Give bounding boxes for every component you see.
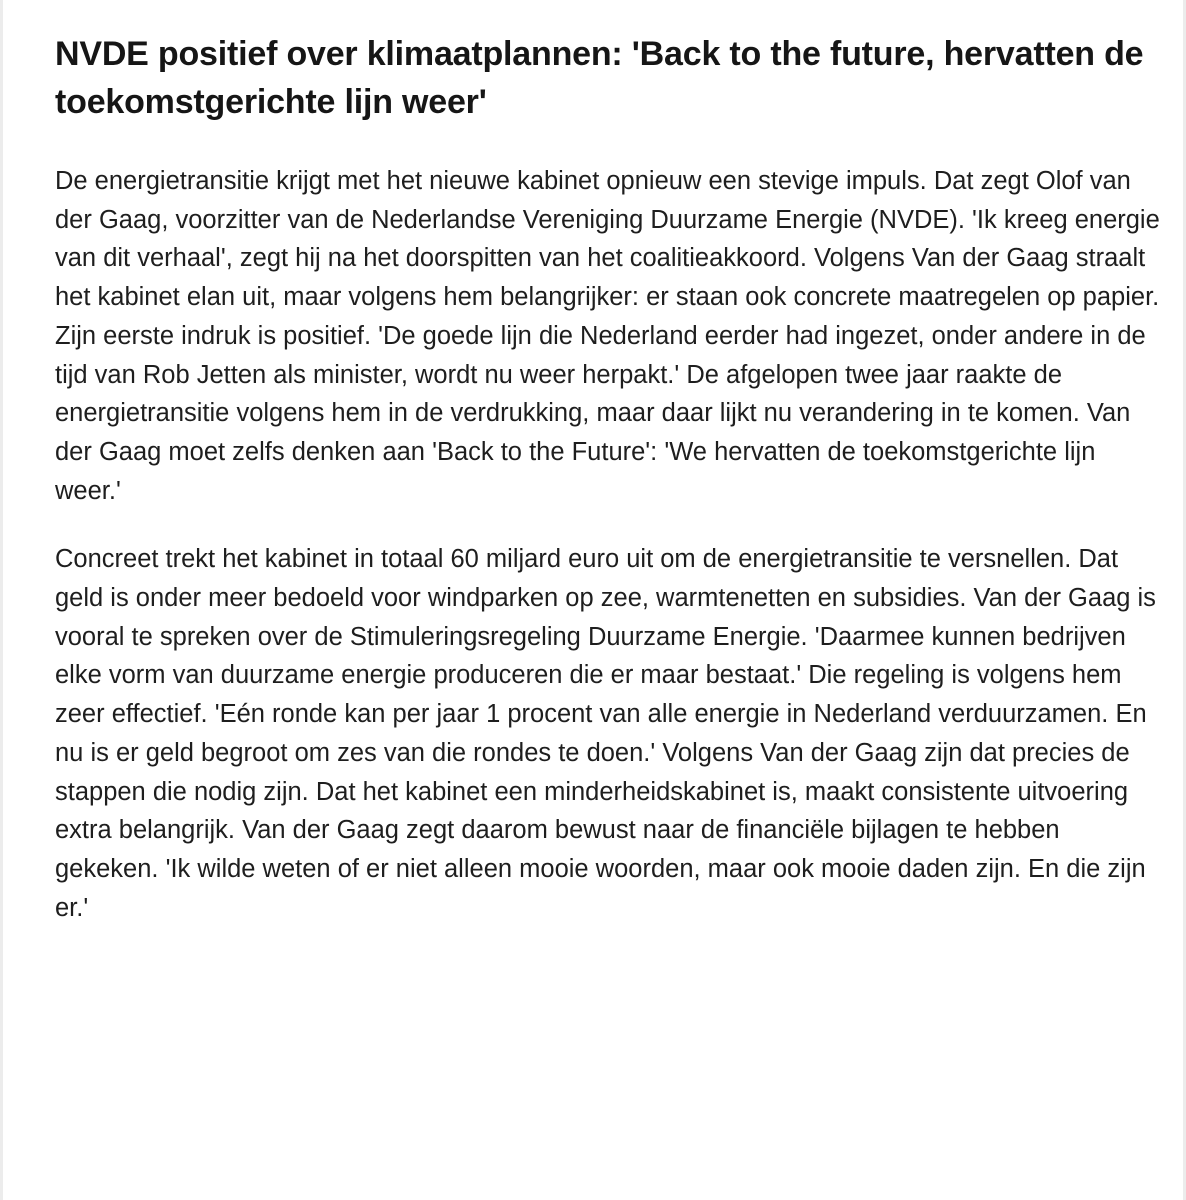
article-paragraph-2: Concreet trekt het kabinet in totaal 60 miljard euro uit om de energietransitie te versnellen. Dat geld is onder meer bedoeld voor windparken op zee, warmtenetten en subsidies. Van der Gaag is vooral te spreken over de Stimuleringsregeling Duurzame Energie. 'Daarmee kunnen bedrijven elke vorm van duurzame energie produceren die er maar bestaat.' Die regeling is volgens hem zeer effectief. 'Eén ronde kan per jaar 1 procent van alle energie in Nederland verduurzamen. En nu is er geld begroot om zes van die rondes te doen.' Volgens Van der Gaag zijn dat precies de stappen die nodig zijn. Dat het kabinet een minderheidskabinet is, maakt consistente uitvoering extra belangrijk. Van der Gaag zegt daarom bewust naar de financiële bijlagen te hebben gekeken. 'Ik wilde weten of er niet alleen mooie woorden, maar ook mooie daden zijn. En die zijn er.'	[55, 545, 1156, 922]
article-paragraph-1: De energietransitie krijgt met het nieuwe kabinet opnieuw een stevige impuls. Dat zegt Olof van der Gaag, voorzitter van de Nederlandse Vereniging Duurzame Energie (NVDE). 'Ik kreeg energie van dit verhaal', zegt hij na het doorspitten van het coalitieakkoord. Volgens Van der Gaag straalt het kabinet elan uit, maar volgens hem belangrijker: er staan ook concrete maatregelen op papier. Zijn eerste indruk is positief. 'De goede lijn die Nederland eerder had ingezet, onder andere in de tijd van Rob Jetten als minister, wordt nu weer herpakt.' De afgelopen twee jaar raakte de energietransitie volgens hem in de verdrukking, maar daar lijkt nu verandering in te komen. Van der Gaag moet zelfs denken aan 'Back to the Future': 'We hervatten de toekomstgerichte lijn weer.'	[55, 167, 1160, 505]
article-body	[55, 162, 1165, 927]
article	[55, 30, 1165, 957]
article-headline: NVDE positief over klimaatplannen: 'Back to the future, hervatten de toekomstgerichte lijn weer'	[55, 35, 1144, 121]
